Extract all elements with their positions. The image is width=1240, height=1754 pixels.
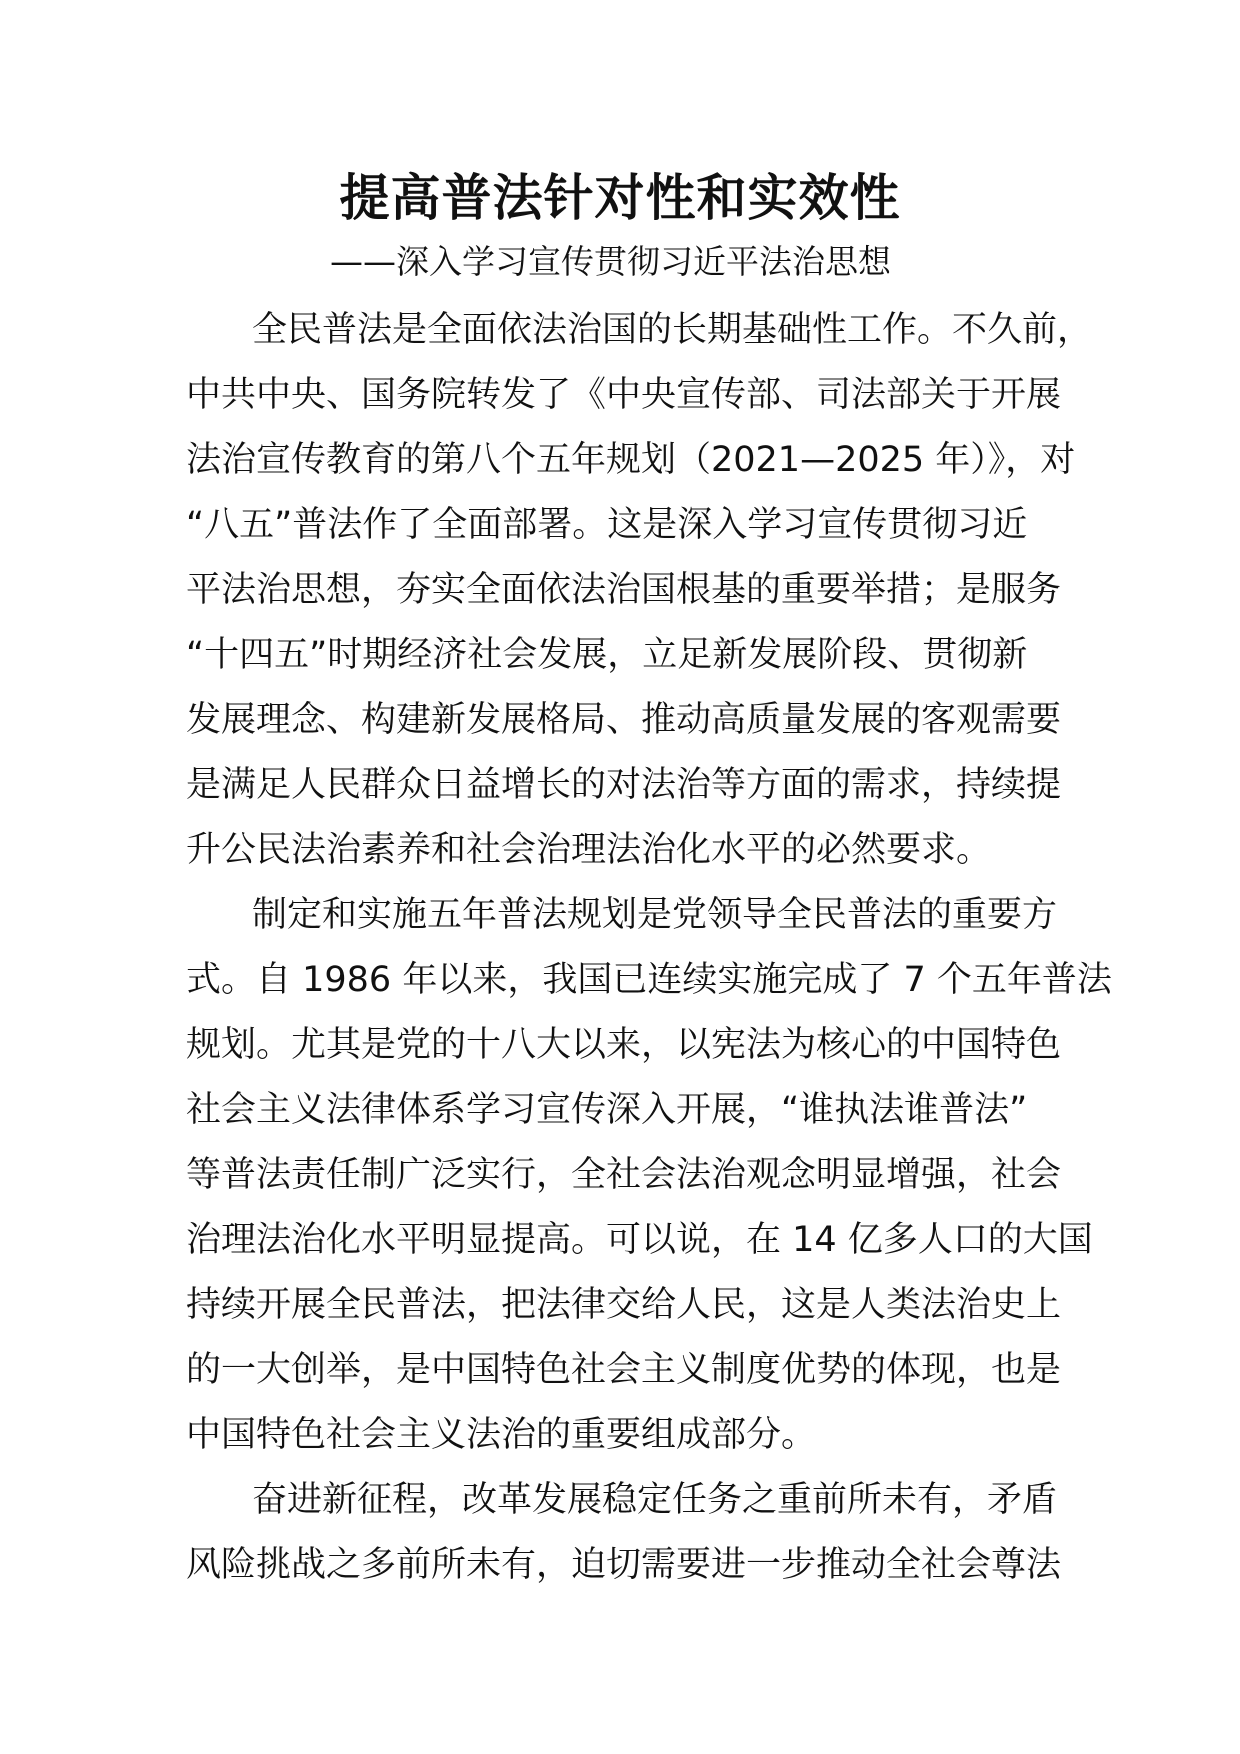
paragraph-line: 规划。尤其是党的十八大以来，以宪法为核心的中国特色 xyxy=(186,1025,1062,1065)
paragraph-line: “八五”普法作了全面部署。这是深入学习宣传贯彻习近 xyxy=(186,505,1028,545)
paragraph-line: 等普法责任制广泛实行，全社会法治观念明显增强，社会 xyxy=(186,1155,1062,1195)
paragraph-line: 发展理念、构建新发展格局、推动高质量发展的客观需要 xyxy=(186,700,1062,740)
paragraph-2 xyxy=(186,883,1112,1468)
paragraph-line: 的一大创举，是中国特色社会主义制度优势的体现，也是 xyxy=(186,1350,1062,1390)
document-title: 提高普法针对性和实效性 xyxy=(339,169,901,227)
paragraph-line: 全民普法是全面依法治国的长期基础性工作。不久前， xyxy=(252,310,1093,350)
paragraph-line: 风险挑战之多前所未有，迫切需要进一步推动全社会尊法 xyxy=(186,1545,1062,1585)
document-body xyxy=(186,298,1112,1598)
paragraph-line: 法治宣传教育的第八个五年规划（2021—2025 年）》，对 xyxy=(186,440,1076,480)
paragraph-line: 升公民法治素养和社会治理法治化水平的必然要求。 xyxy=(186,830,992,870)
document-subtitle: ——深入学习宣传贯彻习近平法治思想 xyxy=(330,242,891,281)
paragraph-line: 制定和实施五年普法规划是党领导全民普法的重要方 xyxy=(252,895,1058,935)
paragraph-line: 式。自 1986 年以来，我国已连续实施完成了 7 个五年普法 xyxy=(186,960,1112,1000)
paragraph-line: 中共中央、国务院转发了《中央宣传部、司法部关于开展 xyxy=(186,375,1062,415)
paragraph-1 xyxy=(186,298,1093,883)
paragraph-line: 治理法治化水平明显提高。可以说，在 14 亿多人口的大国 xyxy=(186,1220,1093,1260)
paragraph-line: 是满足人民群众日益增长的对法治等方面的需求，持续提 xyxy=(186,765,1062,805)
paragraph-line: 奋进新征程，改革发展稳定任务之重前所未有，矛盾 xyxy=(252,1480,1058,1520)
paragraph-3 xyxy=(186,1468,1066,1598)
paragraph-line: 平法治思想，夯实全面依法治国根基的重要举措；是服务 xyxy=(186,570,1062,610)
paragraph-line: 社会主义法律体系学习宣传深入开展，“谁执法谁普法” xyxy=(186,1090,1028,1130)
paragraph-line: “十四五”时期经济社会发展，立足新发展阶段、贯彻新 xyxy=(186,635,1028,675)
paragraph-line: 中国特色社会主义法治的重要组成部分。 xyxy=(186,1415,817,1455)
paragraph-line: 持续开展全民普法，把法律交给人民，这是人类法治史上 xyxy=(186,1285,1062,1325)
